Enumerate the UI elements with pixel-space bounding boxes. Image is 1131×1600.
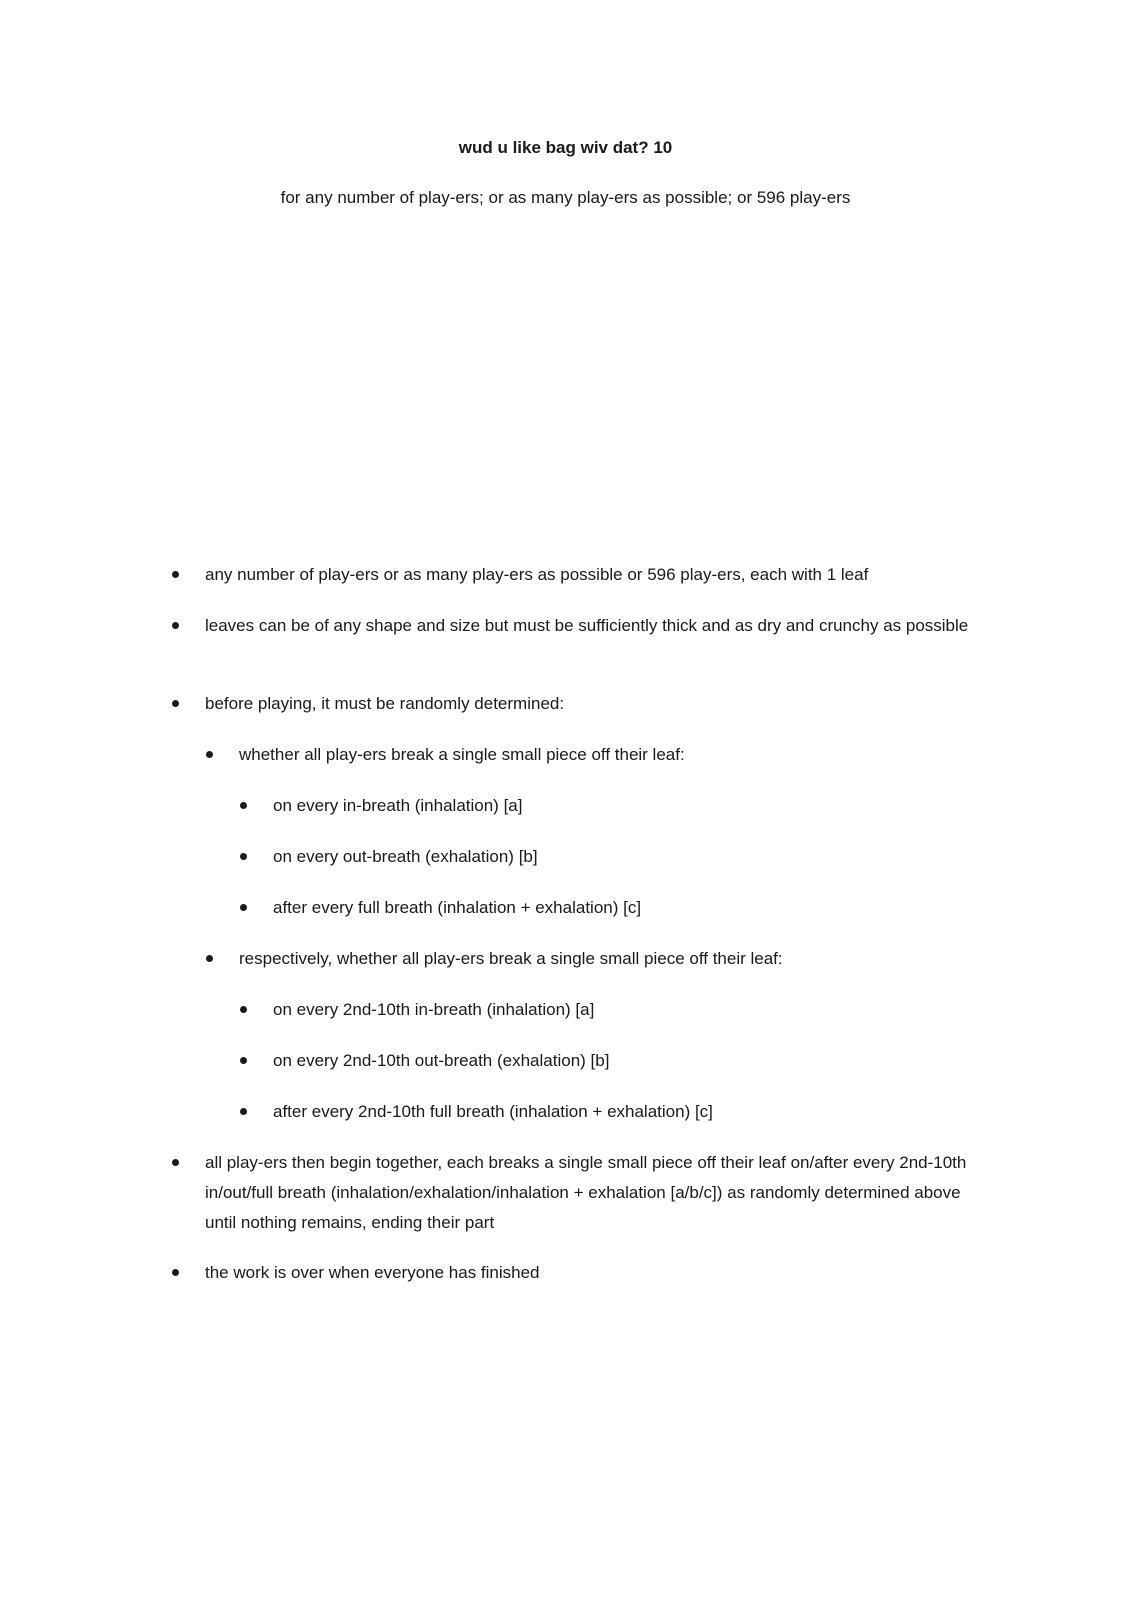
list-item-text: any number of play-ers or as many play-ers as possible or 596 play-ers, each with 1 leaf <box>205 565 869 584</box>
list-item-text: all play-ers then begin together, each breaks a single small piece off their leaf on/after every 2nd-10th in/out/full breath (inhalation/exhalation/inhalation + exhalation [a/b/c]) as randomly determined above until nothing remains, ending their part <box>205 1153 967 1232</box>
list-item <box>205 560 995 590</box>
list-item <box>205 1258 995 1288</box>
list-item-text: on every 2nd-10th in-breath (inhalation) [a] <box>273 1000 595 1019</box>
bullet-icon <box>172 1258 180 1288</box>
document-subtitle: for any number of play-ers; or as many play-ers as possible; or 596 play-ers <box>280 188 851 207</box>
list-item-text: whether all play-ers break a single small piece off their leaf: <box>239 745 685 764</box>
bullet-icon <box>240 995 248 1025</box>
list-item-text: after every 2nd-10th full breath (inhalation + exhalation) [c] <box>273 1102 713 1121</box>
bullet-icon <box>172 689 180 719</box>
bullet-icon <box>240 791 248 821</box>
sub-list-item <box>239 740 989 770</box>
sub-sub-list-item <box>273 842 993 872</box>
sub-sub-list-item <box>273 1046 993 1076</box>
sub-sub-list-item <box>273 995 993 1025</box>
sub-sub-list-item <box>273 1097 993 1127</box>
list-item-text: the work is over when everyone has finished <box>205 1263 540 1282</box>
list-item-text: respectively, whether all play-ers break a single small piece off their leaf: <box>239 949 783 968</box>
sub-sub-list-item <box>273 893 993 923</box>
document-title: wud u like bag wiv dat? 10 <box>458 138 673 157</box>
bullet-icon <box>240 842 248 872</box>
bullet-icon <box>172 560 180 590</box>
list-item <box>205 689 995 719</box>
bullet-icon <box>172 611 180 641</box>
list-item-text: on every 2nd-10th out-breath (exhalation) [b] <box>273 1051 610 1070</box>
bullet-icon <box>240 893 248 923</box>
list-item-text: on every out-breath (exhalation) [b] <box>273 847 538 866</box>
bullet-icon <box>206 944 214 974</box>
list-item <box>205 1148 995 1238</box>
sub-sub-list-item <box>273 791 993 821</box>
list-item-text: on every in-breath (inhalation) [a] <box>273 796 523 815</box>
bullet-icon <box>172 1148 180 1178</box>
bullet-icon <box>240 1046 248 1076</box>
list-item <box>205 611 995 641</box>
sub-list-item <box>239 944 989 974</box>
list-item-text: leaves can be of any shape and size but must be sufficiently thick and as dry and crunchy as possible <box>205 616 969 635</box>
bullet-icon <box>206 740 214 770</box>
list-item-text: before playing, it must be randomly determined: <box>205 694 565 713</box>
list-item-text: after every full breath (inhalation + exhalation) [c] <box>273 898 642 917</box>
bullet-icon <box>240 1097 248 1127</box>
